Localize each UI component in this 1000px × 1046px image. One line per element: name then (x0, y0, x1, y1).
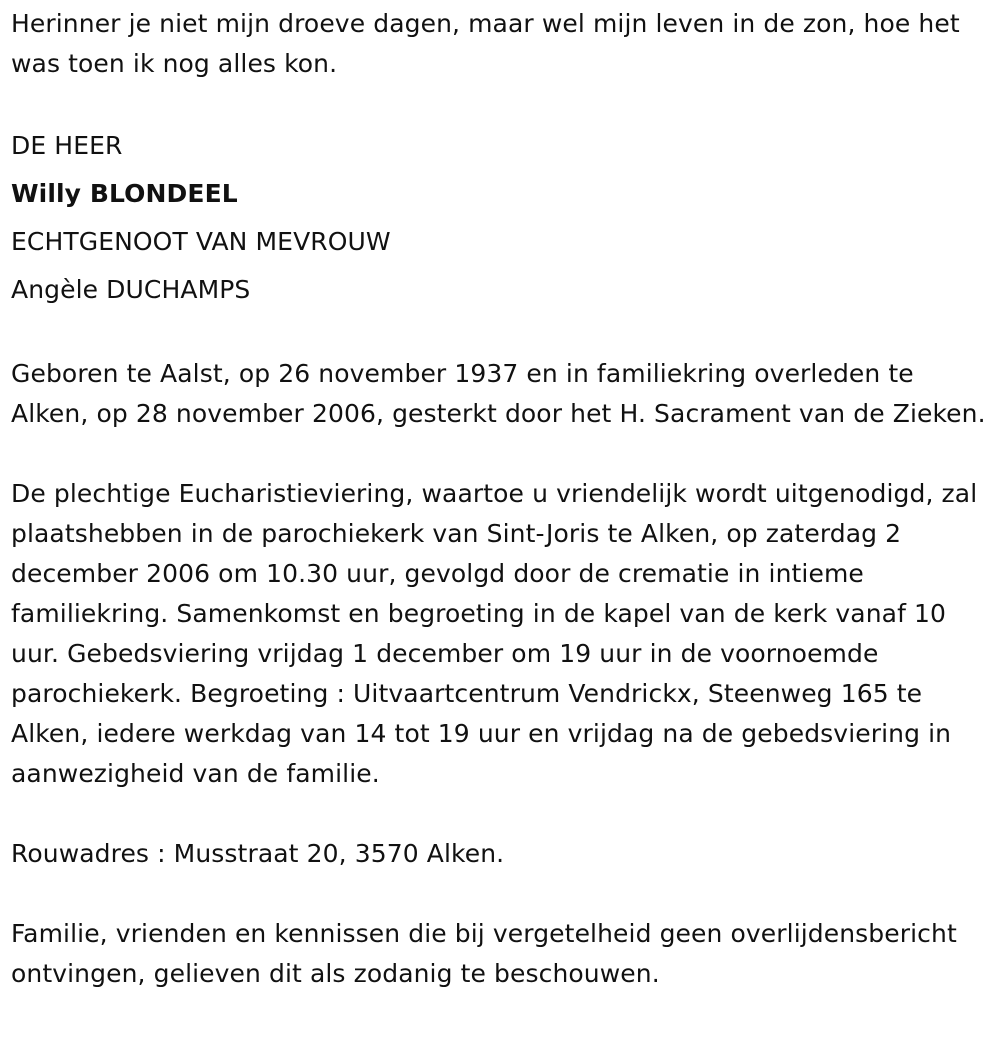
obituary-notice (11, 4, 996, 994)
mourning-address: Rouwadres : Musstraat 20, 3570 Alken. (11, 839, 505, 868)
ceremony-paragraph: De plechtige Eucharistieviering, waartoe u vriendelijk wordt uitgenodigd, zal plaatshebben in de parochiekerk van Sint-Joris te Alken, op zaterdag 2 december 2006 om 10.30 uur, gevolgd door de crematie in intieme familiekring. Samenkomst en begroeting in de kapel van de kerk vanaf 10 uur. Gebedsviering vrijdag 1 december om 19 uur in de voornoemde parochiekerk. Begroeting : Uitvaartcentrum Vendrickx, Steenweg 165 te Alken, iedere werkdag van 14 tot 19 uur en vrijdag na de gebedsviering in aanwezigheid van de familie. (11, 479, 978, 788)
intro-quote: Herinner je niet mijn droeve dagen, maar wel mijn leven in de zon, hoe het was toen ik nog alles kon. (11, 9, 960, 78)
spouse-name: Angèle DUCHAMPS (11, 275, 251, 304)
closing-note: Familie, vrienden en kennissen die bij vergetelheid geen overlijdensbericht ontvingen, gelieven dit als zodanig te beschouwen. (11, 919, 957, 988)
birth-death-paragraph: Geboren te Aalst, op 26 november 1937 en in familiekring overleden te Alken, op 28 november 2006, gesterkt door het H. Sacrament van de Zieken. (11, 359, 986, 428)
deceased-heading (11, 122, 996, 314)
honorific-title: DE HEER (11, 131, 123, 160)
spouse-label: ECHTGENOOT VAN MEVROUW (11, 227, 391, 256)
deceased-name: Willy BLONDEEL (11, 179, 238, 208)
